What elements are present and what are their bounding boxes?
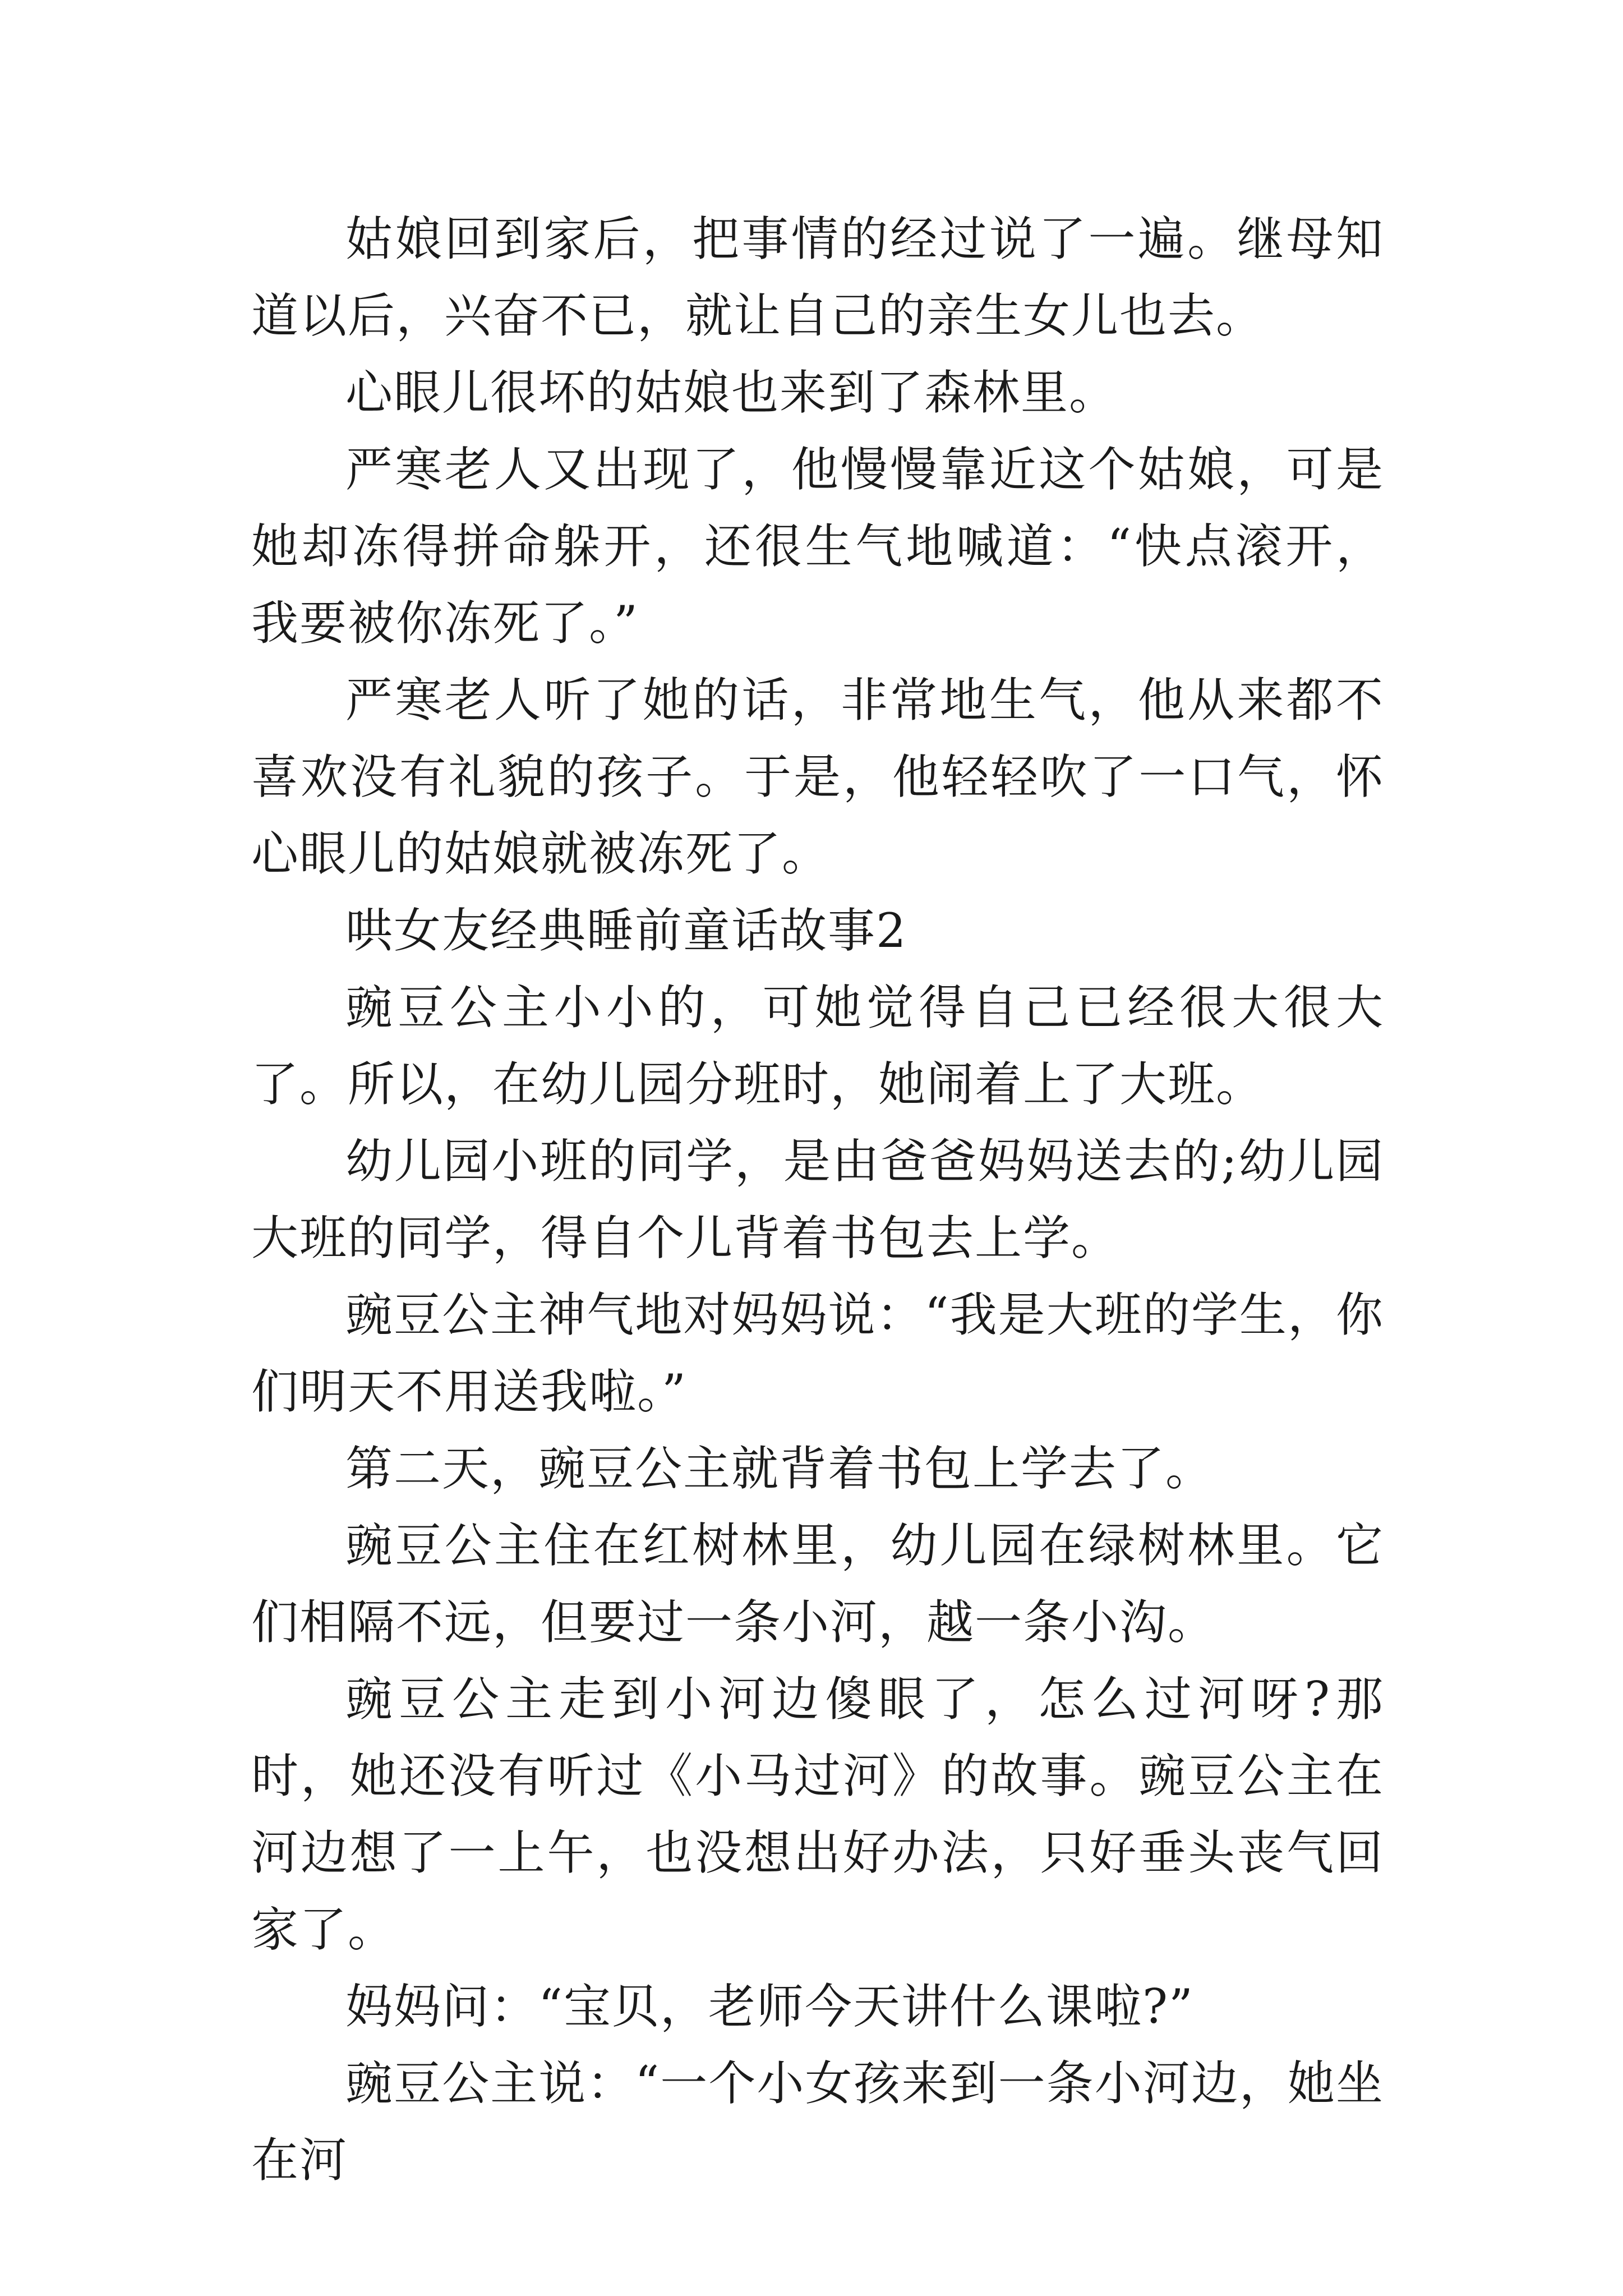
paragraph: 豌豆公主说：“一个小女孩来到一条小河边，她坐在河 bbox=[251, 2056, 1384, 2188]
document-body bbox=[251, 201, 1384, 2199]
paragraph: 妈妈问：“宝贝，老师今天讲什么课啦?” bbox=[345, 1979, 1194, 2034]
paragraph: 幼儿园小班的同学，是由爸爸妈妈送去的;幼儿园大班的同学，得自个儿背着书包去上学。 bbox=[251, 1134, 1384, 1266]
paragraph: 心眼儿很坏的姑娘也来到了森林里。 bbox=[345, 365, 1118, 420]
paragraph: 姑娘回到家后，把事情的经过说了一遍。继母知道以后，兴奋不已，就让自己的亲生女儿也去。 bbox=[251, 211, 1384, 343]
section-heading: 哄女友经典睡前童话故事2 bbox=[345, 903, 907, 958]
paragraph: 豌豆公主神气地对妈妈说：“我是大班的学生，你们明天不用送我啦。” bbox=[251, 1287, 1384, 1419]
paragraph: 豌豆公主走到小河边傻眼了，怎么过河呀?那时，她还没有听过《小马过河》的故事。豌豆公主在河边想了一上午，也没想出好办法，只好垂头丧气回家了。 bbox=[251, 1672, 1384, 1957]
paragraph: 第二天，豌豆公主就背着书包上学去了。 bbox=[345, 1441, 1214, 1496]
paragraph: 豌豆公主小小的，可她觉得自己已经很大很大了。所以，在幼儿园分班时，她闹着上了大班。 bbox=[251, 980, 1384, 1112]
paragraph: 豌豆公主住在红树林里，幼儿园在绿树林里。它们相隔不远，但要过一条小河，越一条小沟。 bbox=[251, 1518, 1384, 1650]
paragraph: 严寒老人听了她的话，非常地生气，他从来都不喜欢没有礼貌的孩子。于是，他轻轻吹了一口气，怀心眼儿的姑娘就被冻死了。 bbox=[251, 673, 1384, 881]
paragraph: 严寒老人又出现了，他慢慢靠近这个姑娘，可是她却冻得拼命躲开，还很生气地喊道：“快点滚开，我要被你冻死了。” bbox=[251, 442, 1384, 651]
